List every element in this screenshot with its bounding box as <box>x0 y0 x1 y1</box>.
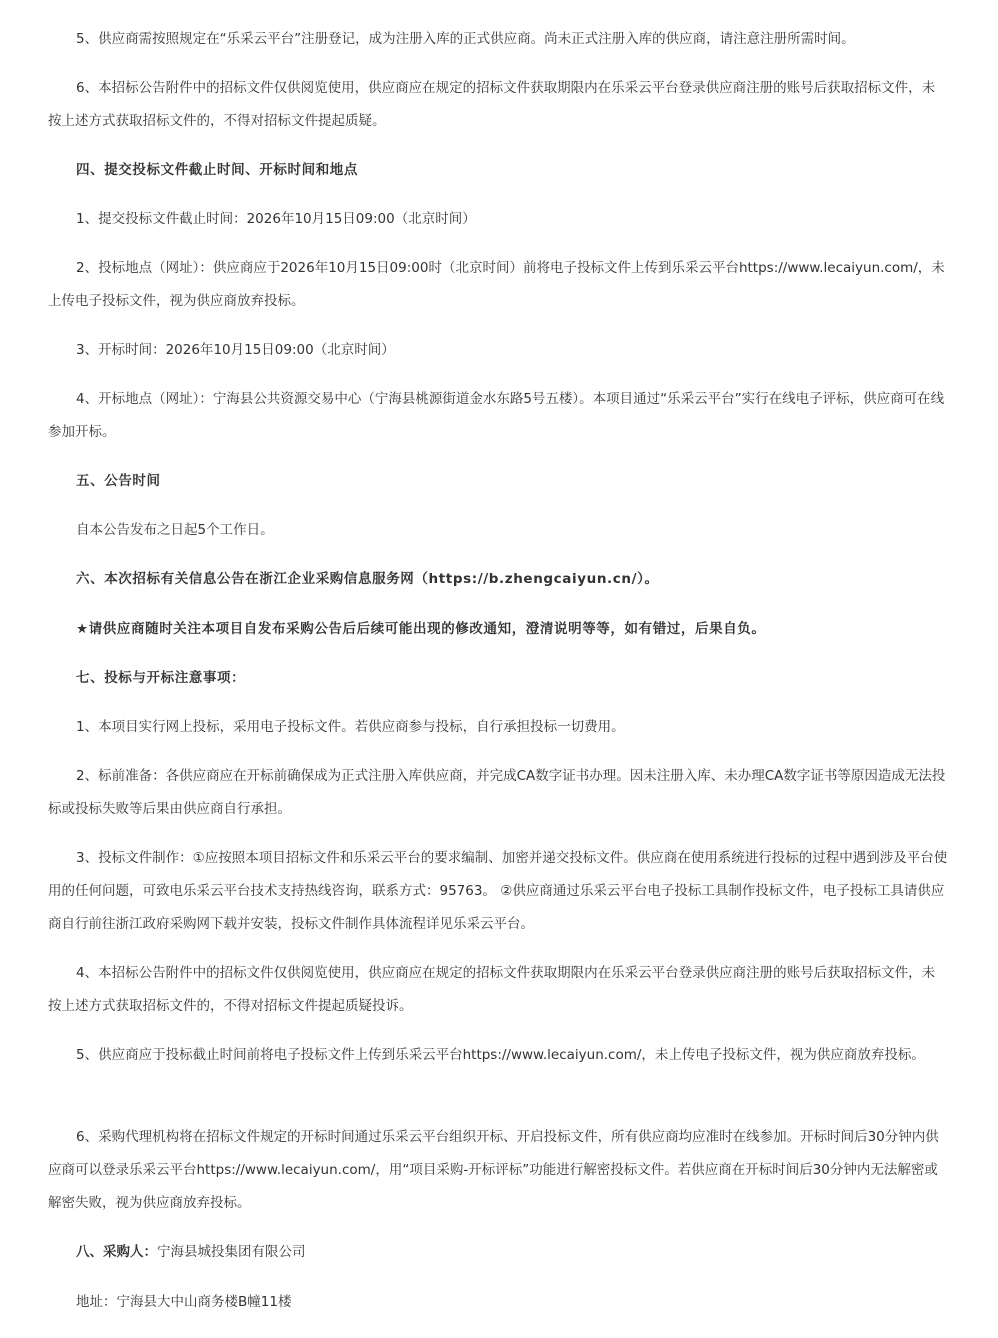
section-heading-info-website: 六、本次招标有关信息公告在浙江企业采购信息服务网（https://b.zhengcaiyun.cn/）。 <box>76 571 659 587</box>
paragraph-online-bidding: 1、本项目实行网上投标，采用电子投标文件。若供应商参与投标，自行承担投标一切费用。 <box>76 719 625 735</box>
paragraph-purchaser-address: 地址：宁海县大中山商务楼B幢11楼 <box>76 1294 292 1310</box>
paragraph-submission-location: 2、投标地点（网址）：供应商应于2026年10月15日09:00时（北京时间）前将电子投标文件上传到乐采云平台https://www.lecaiyun.com/，未上传电子投标文件，视为供应商放弃投标。 <box>48 260 945 309</box>
paragraph-bid-document-preparation: 3、投标文件制作：①应按照本项目招标文件和乐采云平台的要求编制、加密并递交投标文件。供应商在使用系统进行投标的过程中遇到涉及平台使用的任何问题，可致电乐采云平台技术支持热线咨询，联系方式：95763。 ②供应商通过乐采云平台电子投标工具制作投标文件，电子投标工具请供应商自行前往浙江政府采购网下载并安装，投标文件制作具体流程详见乐采云平台。 <box>48 850 948 932</box>
paragraph-star-notice: ★请供应商随时关注本项目自发布采购公告后后续可能出现的修改通知，澄清说明等等，如有错过，后果自负。 <box>76 621 766 637</box>
paragraph-announcement-period: 自本公告发布之日起5个工作日。 <box>76 522 274 538</box>
paragraph-opening-location: 4、开标地点（网址）：宁海县公共资源交易中心（宁海县桃源街道金水东路5号五楼）。本项目通过“乐采云平台”实行在线电子评标，供应商可在线参加开标。 <box>48 391 945 440</box>
purchaser-label: 八、采购人： <box>76 1244 157 1260</box>
paragraph-submission-deadline: 1、提交投标文件截止时间：2026年10月15日09:00（北京时间） <box>76 211 476 227</box>
paragraph-supplier-registration: 5、供应商需按照规定在“乐采云平台”注册登记，成为注册入库的正式供应商。尚未正式注册入库的供应商，请注意注册所需时间。 <box>76 31 855 47</box>
paragraph-online-decryption: 6、采购代理机构将在招标文件规定的开标时间通过乐采云平台组织开标、开启投标文件，所有供应商均应准时在线参加。开标时间后30分钟内供应商可以登录乐采云平台https://www.lecaiyun.com/，用“项目采购-开标评标”功能进行解密投标文件。若供应商在开标时间后30分钟内无法解密或解密失败，视为供应商放弃投标。 <box>48 1129 939 1211</box>
paragraph-purchaser <box>48 1236 948 1269</box>
paragraph-upload-before-deadline: 5、供应商应于投标截止时间前将电子投标文件上传到乐采云平台https://www.lecaiyun.com/，未上传电子投标文件，视为供应商放弃投标。 <box>76 1047 925 1063</box>
purchaser-name: 宁海县城投集团有限公司 <box>157 1244 306 1260</box>
section-heading-deadline: 四、提交投标文件截止时间、开标时间和地点 <box>76 162 358 178</box>
paragraph-opening-time: 3、开标时间：2026年10月15日09:00（北京时间） <box>76 342 395 358</box>
paragraph-tender-document-complaint: 4、本招标公告附件中的招标文件仅供阅览使用，供应商应在规定的招标文件获取期限内在乐采云平台登录供应商注册的账号后获取招标文件，未按上述方式获取招标文件的，不得对招标文件提起质疑投诉。 <box>48 965 936 1014</box>
paragraph-pre-bid-preparation: 2、标前准备：各供应商应在开标前确保成为正式注册入库供应商，并完成CA数字证书办理。因未注册入库、未办理CA数字证书等原因造成无法投标或投标失败等后果由供应商自行承担。 <box>48 768 946 817</box>
paragraph-tender-document-access: 6、本招标公告附件中的招标文件仅供阅览使用，供应商应在规定的招标文件获取期限内在乐采云平台登录供应商注册的账号后获取招标文件，未按上述方式获取招标文件的，不得对招标文件提起质疑。 <box>48 80 936 129</box>
section-heading-announcement-period: 五、公告时间 <box>76 473 161 489</box>
section-heading-bidding-notes: 七、投标与开标注意事项： <box>76 670 246 686</box>
